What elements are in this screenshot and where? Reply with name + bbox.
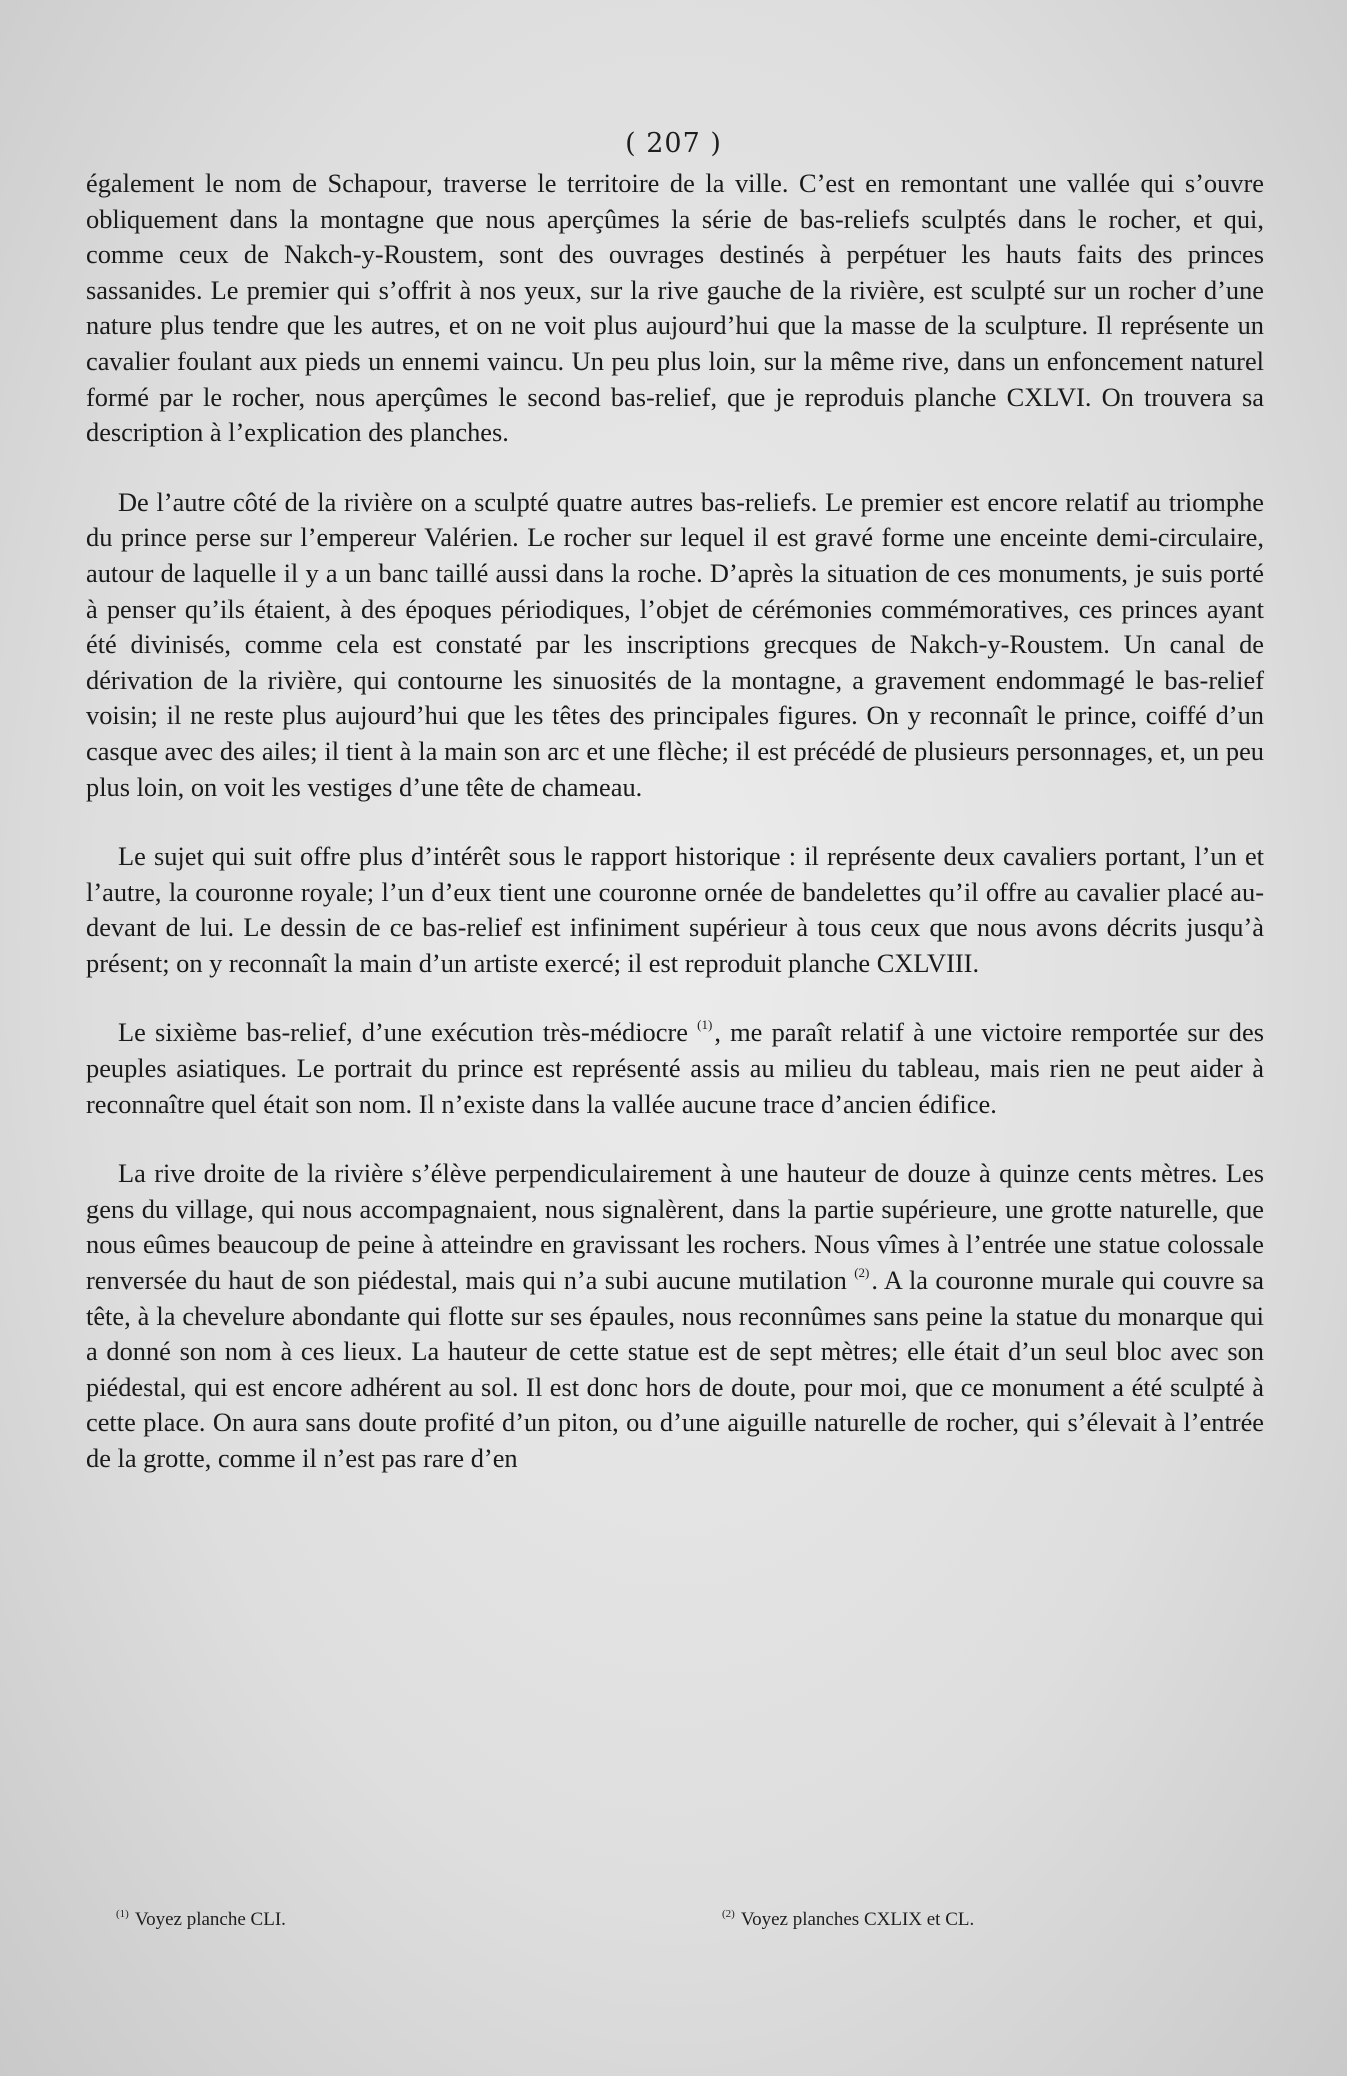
footnote-1-mark: (1) (116, 1908, 129, 1920)
paragraph-2: De l’autre côté de la rivière on a sculpté quatre autres bas-reliefs. Le premier est encore relatif au triomphe du prince perse sur l’empereur Valérien. Le rocher sur lequel il est gravé forme une enceinte demi-circulaire, autour de laquelle il y a un banc taillé aussi dans la roche. D’après la situation de ces monuments, je suis porté à penser qu’ils étaient, à des époques périodiques, l’objet de cérémonies commémoratives, ces princes ayant été divinisés, comme cela est constaté par les inscriptions grecques de Nakch-y-Roustem. Un canal de dérivation de la rivière, qui contourne les sinuosités de la montagne, a gravement endommagé le bas-relief voisin; il ne reste plus aujourd’hui que les têtes des principales figures. On y reconnaît le prince, coiffé d’un casque avec des ailes; il tient à la main son arc et une flèche; il est précédé de plusieurs personnages, et, un peu plus loin, on voit les vestiges d’une tête de chameau. (86, 486, 1264, 802)
page-number: ( 207 ) (625, 128, 722, 159)
footnote-1-text: Voyez planche CLI. (134, 1909, 286, 1930)
paragraph-3: Le sujet qui suit offre plus d’intérêt sous le rapport historique : il représente deux cavaliers portant, l’un et l’autre, la couronne royale; l’un d’eux tient une couronne ornée de bandelettes qu’il offre au cavalier placé au-devant de lui. Le dessin de ce bas-relief est infiniment supérieur à tous ceux que nous avons décrits jusqu’à présent; on y reconnaît la main d’un artiste exercé; il est reproduit planche CXLVIII. (86, 841, 1264, 978)
main-text (86, 166, 1264, 1477)
paragraph-4 (86, 1015, 1264, 1122)
footnote-1 (116, 1908, 286, 1931)
footnote-2-text: Voyez planches CXLIX et CL. (740, 1909, 975, 1930)
paragraph-4-text-before: Le sixième bas-relief, d’une exécution très-médiocre (118, 1017, 698, 1048)
paragraph-5-text-after: . A la couronne murale qui couvre sa tête, à la chevelure abondante qui flotte sur ses épaules, nous reconnûmes sans peine la statue du monarque qui a donné son nom à ces lieux. La hauteur de cette statue est de sept mètres; elle était d’un seul bloc avec son piédestal, qui est encore adhérent au sol. Il est donc hors de doute, pour moi, que ce monument a été sculpté à cette place. On aura sans doute profité d’un piton, ou d’une aiguille naturelle de rocher, qui s’élevait à l’entrée de la grotte, comme il n’est pas rare d’en (86, 1265, 1264, 1473)
footnote-2-mark: (2) (722, 1908, 735, 1920)
paragraph-5 (86, 1156, 1264, 1476)
footnote-2 (722, 1908, 974, 1931)
footnote-ref-2: (2) (854, 1265, 870, 1281)
paragraph-4-text-after: , me paraît relatif à une victoire remportée sur des peuples asiatiques. Le portrait du prince est représenté assis au milieu du tableau, mais rien ne peut aider à reconnaître quel était son nom. Il n’existe dans la vallée aucune trace d’ancien édifice. (86, 1017, 1264, 1119)
paragraph-1: également le nom de Schapour, traverse le territoire de la ville. C’est en remontant une vallée qui s’ouvre obliquement dans la montagne que nous aperçûmes la série de bas-reliefs sculptés dans le rocher, et qui, comme ceux de Nakch-y-Roustem, sont des ouvrages destinés à perpétuer les hauts faits des princes sassanides. Le premier qui s’offrit à nos yeux, sur la rive gauche de la rivière, est sculpté sur un rocher d’une nature plus tendre que les autres, et on ne voit plus aujourd’hui que la masse de la sculpture. Il représente un cavalier foulant aux pieds un ennemi vaincu. Un peu plus loin, sur la même rive, dans un enfoncement naturel formé par le rocher, nous aperçûmes le second bas-relief, que je reproduis planche CXLVI. On trouvera sa description à l’explication des planches. (86, 168, 1264, 448)
footnote-ref-1: (1) (697, 1017, 713, 1033)
paragraph-5-text-before: La rive droite de la rivière s’élève perpendiculairement à une hauteur de douze à quinze cents mètres. Les gens du village, qui nous accompagnaient, nous signalèrent, dans la partie supérieure, une grotte naturelle, que nous eûmes beaucoup de peine à atteindre en gravissant les rochers. Nous vîmes à l’entrée une statue colossale renversée du haut de son piédestal, mais qui n’a subi aucune mutilation (86, 1158, 1264, 1296)
